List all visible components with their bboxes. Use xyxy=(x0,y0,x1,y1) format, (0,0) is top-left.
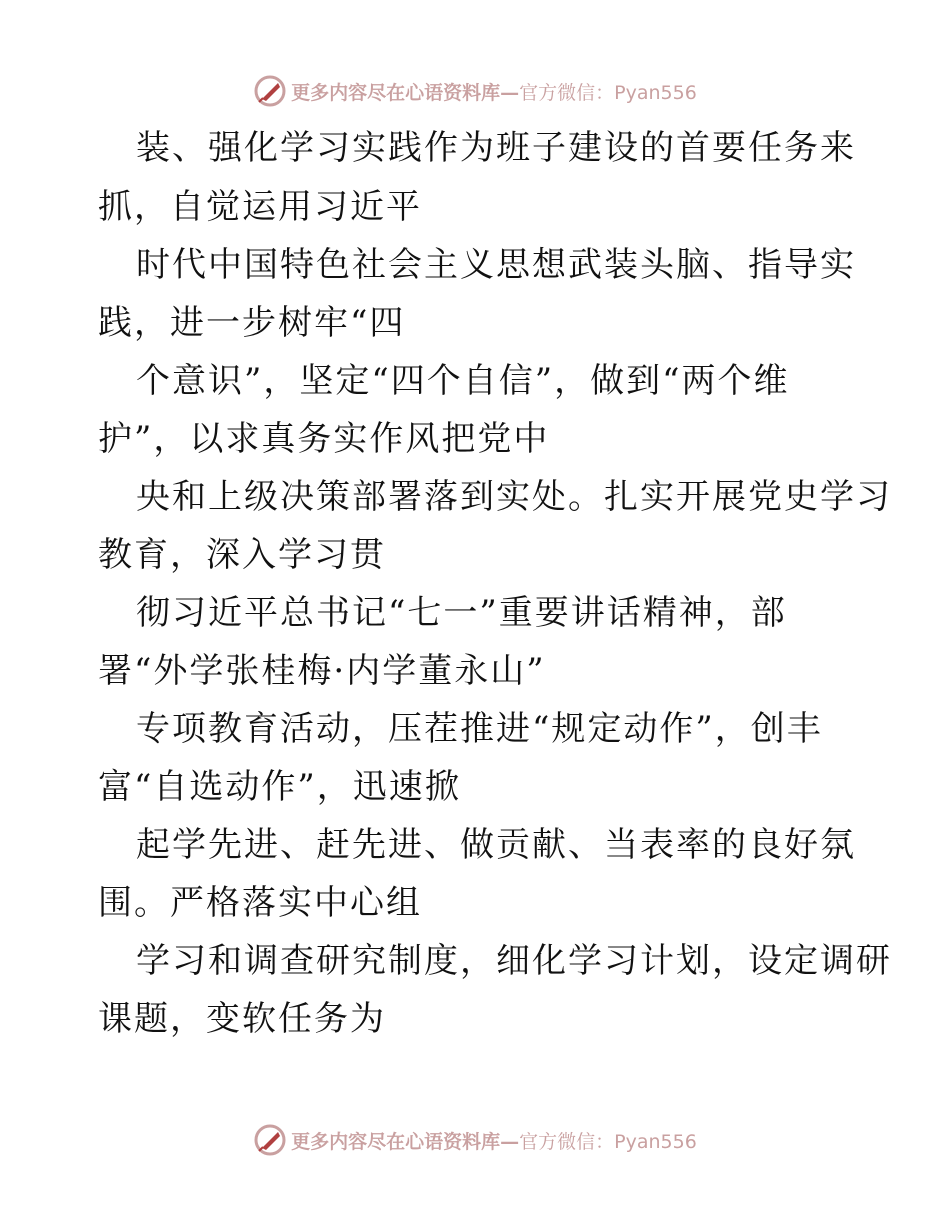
text-line: 装、强化学习实践作为班子建设的首要任务来 xyxy=(136,128,856,168)
text-line: 个意识”，坚定“四个自信”，做到“两个维 xyxy=(136,361,790,401)
text-line: 彻习近平总书记“七一”重要讲话精神，部 xyxy=(136,593,787,633)
text-line: 课题，变软任务为 xyxy=(98,999,386,1039)
text-line: 时代中国特色社会主义思想武装头脑、指导实 xyxy=(136,245,856,285)
text-line: 抓，自觉运用习近平 xyxy=(98,187,422,227)
text-line: 学习和调查研究制度，细化学习计划，设定调研 xyxy=(136,941,892,981)
watermark-wechat-text: 官方微信：Pyan556 xyxy=(519,81,697,104)
footer-watermark xyxy=(0,1123,950,1157)
quill-logo-icon xyxy=(253,74,287,108)
watermark-wechat-text: 官方微信：Pyan556 xyxy=(519,1130,697,1153)
text-line: 署“外学张桂梅·内学董永山” xyxy=(98,651,546,691)
text-line: 起学先进、赶先进、做贡献、当表率的良好氛 xyxy=(136,825,856,865)
text-line: 践，进一步树牢“四 xyxy=(98,303,406,343)
text-line: 围。严格落实中心组 xyxy=(98,883,422,923)
text-line: 教育，深入学习贯 xyxy=(98,535,386,575)
text-line: 专项教育活动，压茬推进“规定动作”，创丰 xyxy=(136,709,823,749)
header-watermark xyxy=(0,74,950,108)
text-line: 护”，以求真务实作风把党中 xyxy=(98,419,550,459)
quill-logo-icon xyxy=(253,1123,287,1157)
watermark-main-text: 更多内容尽在心语资料库— xyxy=(291,81,520,104)
text-line: 富“自选动作”，迅速掀 xyxy=(98,767,461,807)
text-line: 央和上级决策部署落到实处。扎实开展党史学习 xyxy=(136,477,892,517)
watermark-main-text: 更多内容尽在心语资料库— xyxy=(291,1130,520,1153)
